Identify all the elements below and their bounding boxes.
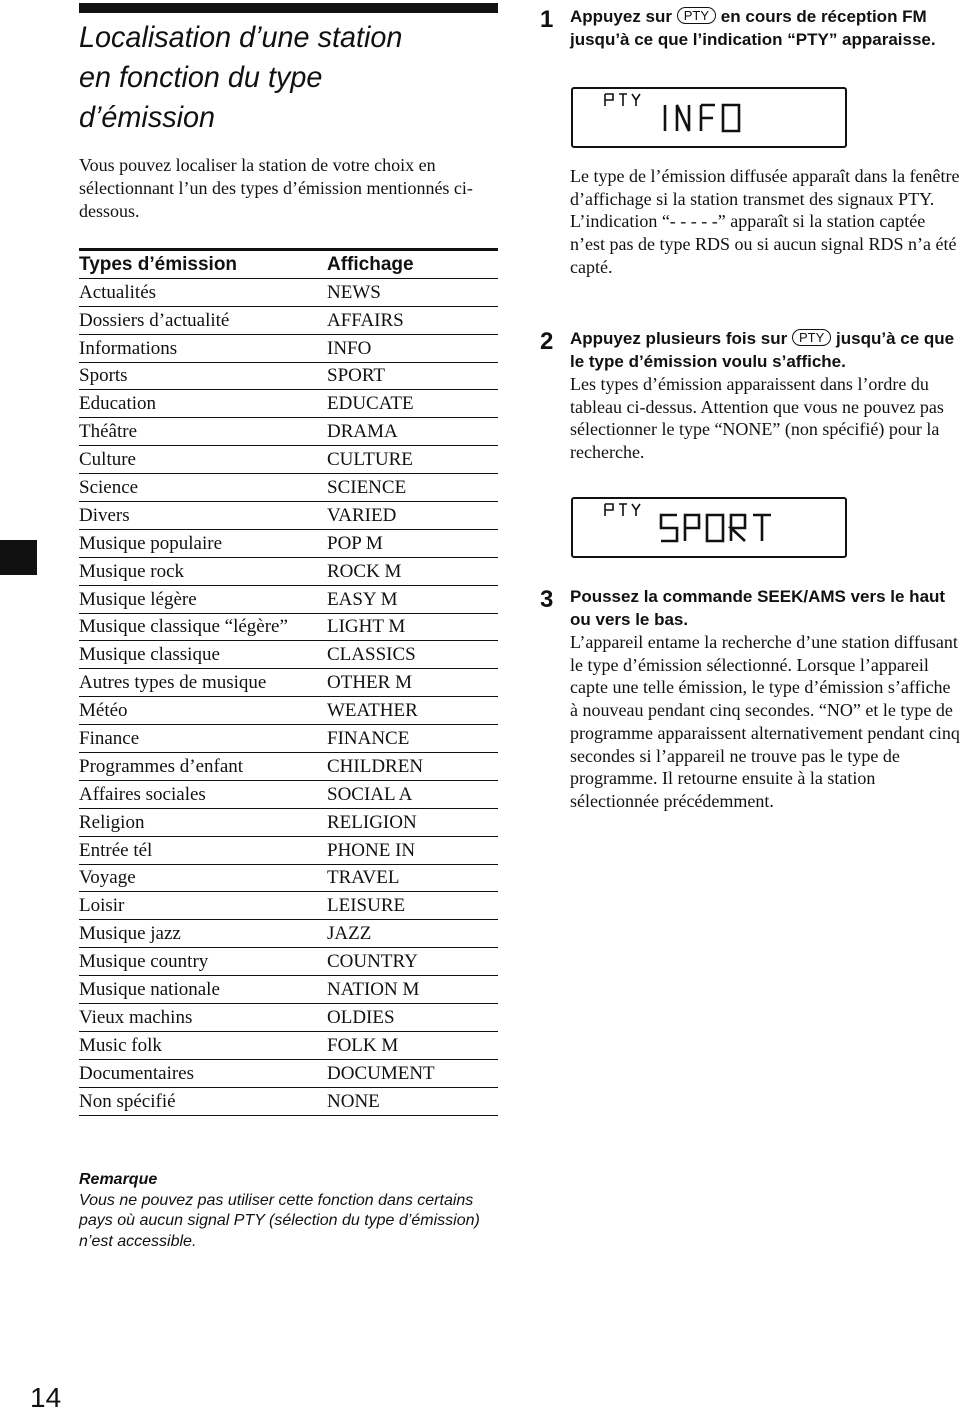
table-row [79, 781, 498, 809]
program-type-name: Musique jazz [79, 923, 181, 945]
table-row [79, 418, 498, 446]
program-type-display: SPORT [327, 365, 385, 387]
program-type-name: Dossiers d’actualité [79, 309, 230, 331]
step-1 [540, 6, 960, 51]
table-row [79, 669, 498, 697]
program-type-display: OTHER M [327, 672, 412, 694]
program-type-display: SOCIAL A [327, 783, 413, 805]
table-row [79, 837, 498, 865]
program-type-display: POP M [327, 532, 383, 554]
table-row [79, 697, 498, 725]
program-type-display: WEATHER [327, 700, 418, 722]
step-body: Le type de l’émission diffusée apparaît dans la fenêtre d’affichage si la station transmet des signaux PTY. L’indication “- - - - -” apparaît si la station captée n’est pas de type RDS ou si aucun signal RDS n’a été capté. [570, 166, 960, 277]
table-row [79, 892, 498, 920]
program-type-name: Vieux machins [79, 1006, 193, 1028]
program-type-name: Religion [79, 811, 145, 833]
step-3 [540, 586, 960, 813]
table-row [79, 920, 498, 948]
program-type-name: Musique classique [79, 644, 220, 666]
program-type-table [79, 248, 498, 1116]
program-type-name: Musique country [79, 951, 209, 973]
program-type-display: CULTURE [327, 449, 413, 471]
step-1-body [540, 165, 960, 279]
program-type-name: Actualités [79, 281, 157, 303]
step-body: Les types d’émission apparaissent dans l’ordre du tableau ci-dessus. Attention que vous ne pouvez pas sélectionner le type “NONE” (non spécifié) pour la recherche. [570, 374, 944, 463]
program-type-display: OLDIES [327, 1006, 395, 1028]
table-row [79, 725, 498, 753]
program-type-display: DOCUMENT [327, 1062, 435, 1084]
lcd-display-sport [571, 497, 847, 558]
page-number: 14 [30, 1382, 62, 1413]
step-title-part: jusqu’à ce que le type d’émission voulu s’affiche. [570, 329, 955, 371]
step-title-part: Appuyez plusieurs fois sur [570, 329, 788, 348]
program-type-name: Entrée tél [79, 839, 153, 861]
step-number: 3 [540, 586, 554, 613]
program-type-name: Musique rock [79, 560, 185, 582]
program-type-display: DRAMA [327, 421, 398, 443]
step-number: 1 [540, 6, 554, 33]
table-row [79, 530, 498, 558]
title-rule [79, 3, 498, 13]
table-row [79, 363, 498, 391]
table-row [79, 641, 498, 669]
section-tab-marker [0, 540, 37, 575]
program-type-display: NONE [327, 1090, 380, 1112]
program-type-display: ROCK M [327, 560, 402, 582]
table-row [79, 865, 498, 893]
step-title-part: Appuyez sur [570, 7, 673, 26]
program-type-display: CLASSICS [327, 644, 416, 666]
table-row [79, 446, 498, 474]
table-row [79, 558, 498, 586]
program-type-display: FINANCE [327, 728, 410, 750]
program-type-name: Musique nationale [79, 979, 220, 1001]
table-row [79, 502, 498, 530]
table-row [79, 948, 498, 976]
program-type-name: Finance [79, 728, 140, 750]
program-type-name: Autres types de musique [79, 672, 267, 694]
table-row [79, 474, 498, 502]
table-row [79, 1004, 498, 1032]
pty-button-icon: PTY [677, 7, 716, 24]
program-type-name: Musique classique “légère” [79, 616, 288, 638]
program-type-name: Musique légère [79, 588, 197, 610]
program-type-name: Loisir [79, 895, 125, 917]
program-type-display: NEWS [327, 281, 381, 303]
table-row [79, 753, 498, 781]
program-type-display: LIGHT M [327, 616, 406, 638]
program-type-display: JAZZ [327, 923, 372, 945]
table-header-row [79, 251, 498, 279]
lcd-segments-sport [573, 499, 845, 556]
table-row [79, 976, 498, 1004]
column-header-display: Affichage [327, 253, 414, 275]
program-type-name: Non spécifié [79, 1090, 176, 1112]
table-row [79, 307, 498, 335]
note-box [79, 1170, 499, 1252]
table-row [79, 1088, 498, 1116]
program-type-name: Informations [79, 337, 178, 359]
table-row [79, 335, 498, 363]
note-text: Vous ne pouvez pas utiliser cette fonction dans certains pays où aucun signal PTY (sélection du type d’émission) n’est accessible. [79, 1191, 480, 1250]
program-type-display: VARIED [327, 504, 397, 526]
program-type-name: Education [79, 393, 157, 415]
title-line: Localisation d’une station [79, 21, 403, 54]
program-type-name: Culture [79, 449, 136, 471]
program-type-display: EASY M [327, 588, 398, 610]
program-type-name: Science [79, 477, 139, 499]
program-type-display: TRAVEL [327, 867, 400, 889]
step-number: 2 [540, 328, 554, 355]
program-type-name: Voyage [79, 867, 136, 889]
program-type-display: INFO [327, 337, 372, 359]
step-body: L’appareil entame la recherche d’une station diffusant le type d’émission sélectionné. Lorsque l’appareil capte une telle émission, le type d’émission s’affiche à nouveau pendant cinq secondes. “NO” et le type de programme apparaissent alternativement pendant cinq secondes si l’appareil ne trouve pas le type de programme. Il retourne ensuite à la station sélectionnée précédemment. [570, 632, 960, 811]
title-line: en fonction du type [79, 61, 323, 94]
program-type-display: RELIGION [327, 811, 417, 833]
table-row [79, 809, 498, 837]
program-type-display: AFFAIRS [327, 309, 404, 331]
table-row [79, 279, 498, 307]
program-type-display: PHONE IN [327, 839, 416, 861]
lcd-display-info [571, 87, 847, 148]
program-type-name: Music folk [79, 1034, 162, 1056]
note-heading: Remarque [79, 1171, 158, 1188]
pty-button-icon: PTY [792, 329, 831, 346]
program-type-name: Musique populaire [79, 532, 223, 554]
step-title: Poussez la commande SEEK/AMS vers le haut ou vers le bas. [570, 587, 946, 629]
program-type-display: FOLK M [327, 1034, 399, 1056]
program-type-name: Météo [79, 700, 128, 722]
program-type-name: Documentaires [79, 1062, 195, 1084]
program-type-display: COUNTRY [327, 951, 418, 973]
table-row [79, 1060, 498, 1088]
step-title-part: en cours de réception FM jusqu’à ce que l’indication “PTY” apparaisse. [570, 7, 936, 49]
program-type-name: Programmes d’enfant [79, 755, 244, 777]
program-type-display: CHILDREN [327, 755, 424, 777]
step-2 [540, 328, 960, 464]
lcd-segments-info [573, 89, 845, 146]
intro-paragraph: Vous pouvez localiser la station de votre choix en sélectionnant l’un des types d’émission mentionnés ci-dessous. [79, 155, 473, 221]
program-type-display: NATION M [327, 979, 420, 1001]
table-row [79, 614, 498, 642]
program-type-display: SCIENCE [327, 477, 407, 499]
column-header-type: Types d’émission [79, 253, 238, 275]
program-type-display: LEISURE [327, 895, 406, 917]
step-title [570, 6, 960, 51]
page-title [79, 18, 492, 138]
program-type-name: Sports [79, 365, 128, 387]
table-row [79, 1032, 498, 1060]
step-title [570, 328, 960, 373]
program-type-display: EDUCATE [327, 393, 414, 415]
program-type-name: Divers [79, 504, 130, 526]
table-row [79, 586, 498, 614]
title-line: d’émission [79, 101, 216, 134]
program-type-name: Affaires sociales [79, 783, 206, 805]
program-type-name: Théâtre [79, 421, 138, 443]
table-row [79, 390, 498, 418]
